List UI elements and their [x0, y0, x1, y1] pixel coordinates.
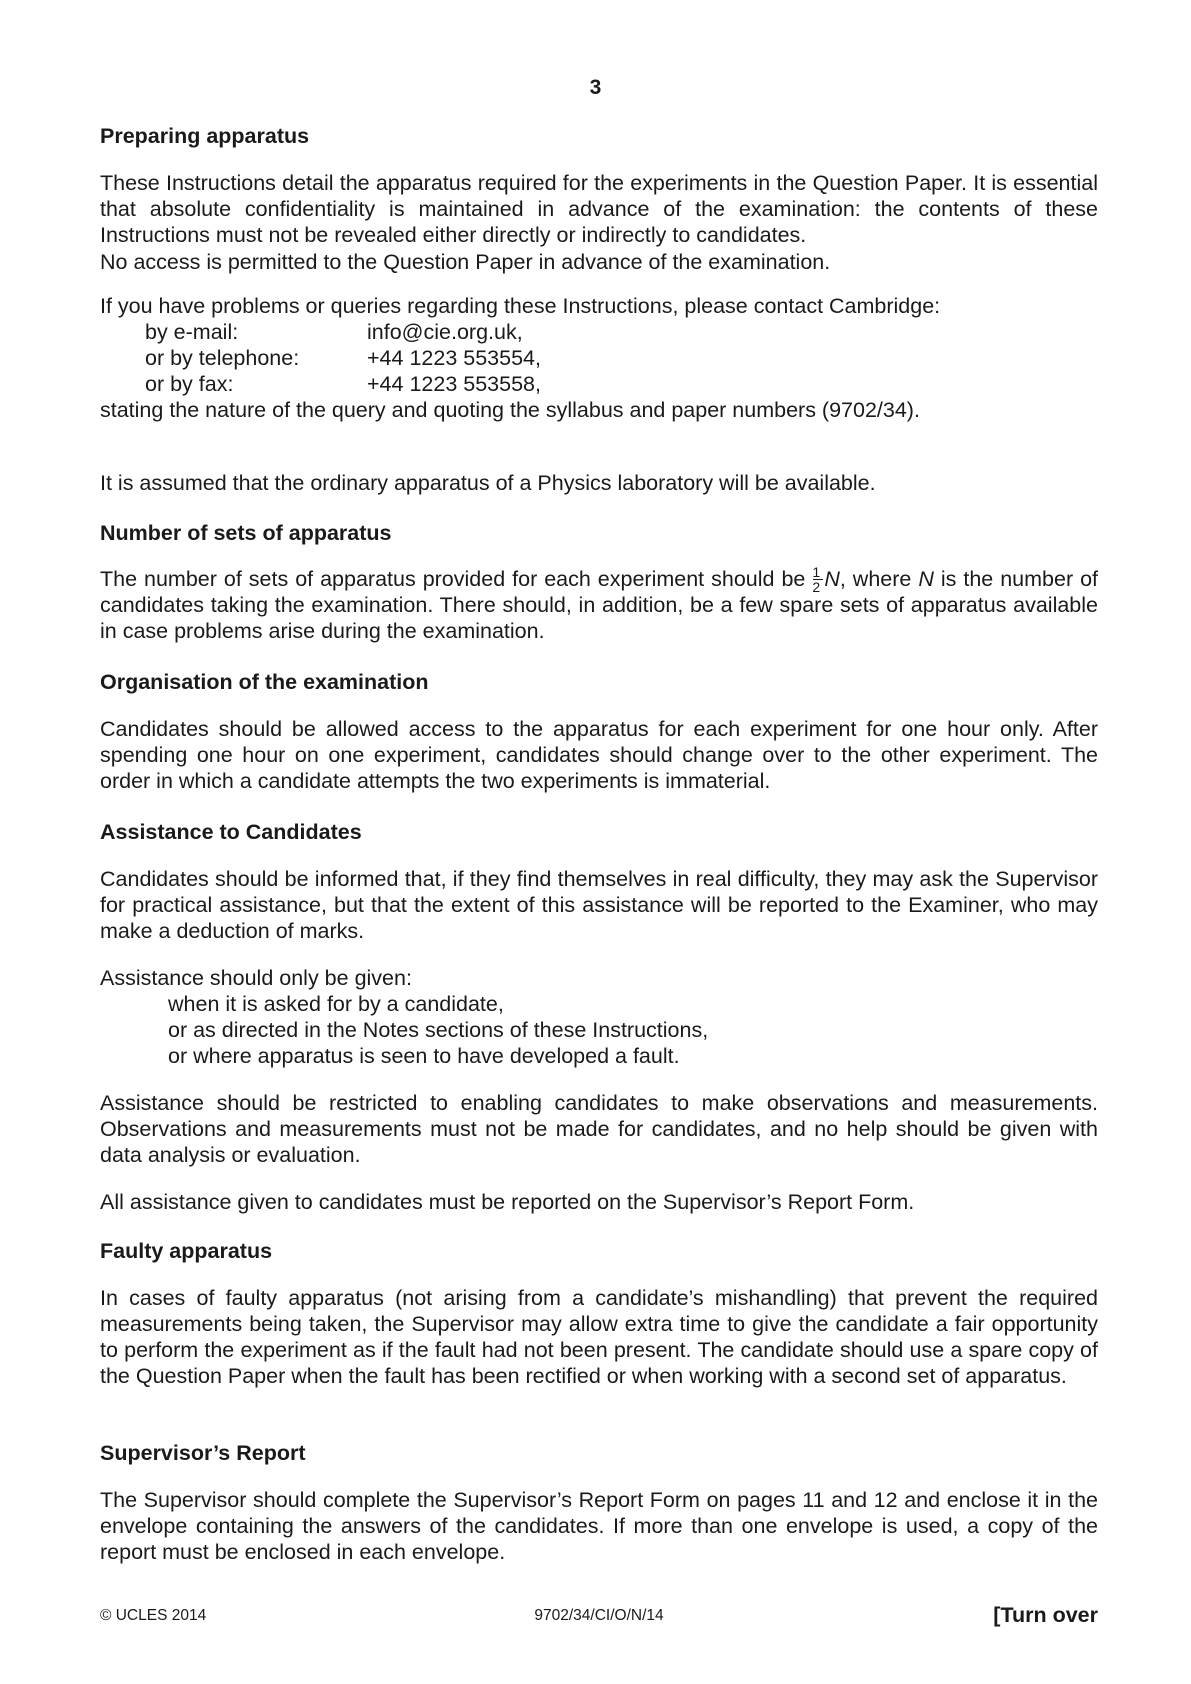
section-number-of-sets — [100, 520, 1098, 546]
organisation-paragraph: Candidates should be allowed access to the apparatus for each experiment for one hour only. After spending one hour on one experiment, candidates should change over to the other experiment. The order in which a candidate attempts the two experiments is immaterial. — [100, 717, 1098, 793]
sets-para-block — [100, 566, 1098, 644]
fraction-one-half — [812, 564, 824, 595]
sets-text-after: is the number of candidates taking the examination. There should, in addition, be a few spare sets of apparatus available in case problems arise during the examination. — [100, 567, 1099, 643]
sets-paragraph — [100, 566, 1098, 644]
report-para-block — [100, 1487, 1098, 1565]
faulty-paragraph: In cases of faulty apparatus (not arising from a candidate’s mishandling) that prevent the required measurements being taken, the Supervisor may allow extra time to give the candidate a fair opportunity to perform the experiment as if the fault had not been present. The candidate should use a spare copy of the Question Paper when the fault has been rectified or when working with a second set of apparatus. — [100, 1286, 1098, 1388]
contact-block — [100, 293, 1098, 423]
page-number: 3 — [589, 76, 602, 99]
contact-label: by e-mail: — [145, 320, 239, 344]
section-assistance — [100, 819, 1098, 845]
footer-copyright: © UCLES 2014 — [100, 1607, 207, 1624]
fraction-numerator: 1 — [812, 564, 821, 580]
assistance-paragraph-3: All assistance given to candidates must be reported on the Supervisor’s Report Form. — [100, 1190, 915, 1214]
section-organisation — [100, 669, 1098, 695]
contact-fax: +44 1223 553558, — [367, 372, 541, 396]
assistance-para-1-block — [100, 866, 1098, 944]
heading-organisation: Organisation of the examination — [100, 670, 429, 694]
sets-text-before: The number of sets of apparatus provided for each experiment should be — [100, 567, 813, 591]
preparing-para-1-block — [100, 170, 1098, 248]
preparing-paragraph-1: These Instructions detail the apparatus required for the experiments in the Question Paper. It is essential that absolute confidentiality is maintained in advance of the examination: the contents of these Instructions must not be revealed either directly or indirectly to candidates. — [100, 171, 1098, 247]
contact-row — [145, 319, 541, 345]
contact-row — [145, 345, 541, 371]
preparing-paragraph-2: No access is permitted to the Question Paper in advance of the examination. — [100, 250, 831, 274]
section-preparing-apparatus — [100, 123, 1098, 149]
heading-number-of-sets: Number of sets of apparatus — [100, 521, 392, 545]
assistance-list-block — [100, 965, 1098, 1069]
contact-label: or by fax: — [145, 372, 234, 396]
assistance-para-3-block — [100, 1189, 1098, 1215]
assistance-list — [168, 991, 1098, 1069]
fraction-denominator: 2 — [812, 579, 821, 595]
contact-label: or by telephone: — [145, 346, 300, 370]
turn-over-label: [Turn over — [993, 1603, 1098, 1627]
faulty-para-block — [100, 1285, 1098, 1389]
preparing-para-2-block — [100, 249, 1098, 275]
contact-row — [145, 371, 541, 397]
page-footer — [100, 1603, 1098, 1629]
preparing-para-3-block — [100, 470, 1098, 496]
list-item: or as directed in the Notes sections of these Instructions, — [168, 1018, 709, 1042]
heading-preparing-apparatus: Preparing apparatus — [100, 124, 310, 148]
report-paragraph: The Supervisor should complete the Supervisor’s Report Form on pages 11 and 12 and enclose it in the envelope containing the answers of the candidates. If more than one envelope is used, a copy of the report must be enclosed in each envelope. — [100, 1488, 1098, 1564]
section-faulty-apparatus — [100, 1238, 1098, 1264]
assistance-paragraph-1: Candidates should be informed that, if they find themselves in real difficulty, they may ask the Supervisor for practical assistance, but that the extent of this assistance will be reported to the Examiner, who may make a deduction of marks. — [100, 867, 1098, 943]
assistance-para-2-block — [100, 1090, 1098, 1168]
assistance-list-intro: Assistance should only be given: — [100, 966, 412, 990]
contact-intro: If you have problems or queries regarding these Instructions, please contact Cambridge: — [100, 294, 941, 318]
assistance-paragraph-2: Assistance should be restricted to enabling candidates to make observations and measurements. Observations and measurements must not be made for candidates, and no help should be given with data analysis or evaluation. — [100, 1091, 1098, 1167]
heading-faulty-apparatus: Faulty apparatus — [100, 1239, 273, 1263]
variable-n: N — [824, 567, 840, 591]
contact-telephone: +44 1223 553554, — [367, 346, 541, 370]
contact-outro: stating the nature of the query and quoting the syllabus and paper numbers (9702/34). — [100, 398, 920, 422]
list-item: or where apparatus is seen to have developed a fault. — [168, 1044, 680, 1068]
sets-text-mid: , where — [839, 567, 919, 591]
organisation-para-block — [100, 716, 1098, 794]
list-item: when it is asked for by a candidate, — [168, 992, 504, 1016]
preparing-paragraph-3: It is assumed that the ordinary apparatus of a Physics laboratory will be available. — [100, 471, 876, 495]
heading-assistance: Assistance to Candidates — [100, 820, 362, 844]
footer-paper-code: 9702/34/CI/O/N/14 — [534, 1607, 664, 1624]
contact-table — [145, 319, 541, 397]
section-supervisors-report — [100, 1440, 1098, 1466]
heading-supervisors-report: Supervisor’s Report — [100, 1441, 306, 1465]
variable-n: N — [918, 567, 934, 591]
contact-email: info@cie.org.uk, — [367, 320, 523, 344]
